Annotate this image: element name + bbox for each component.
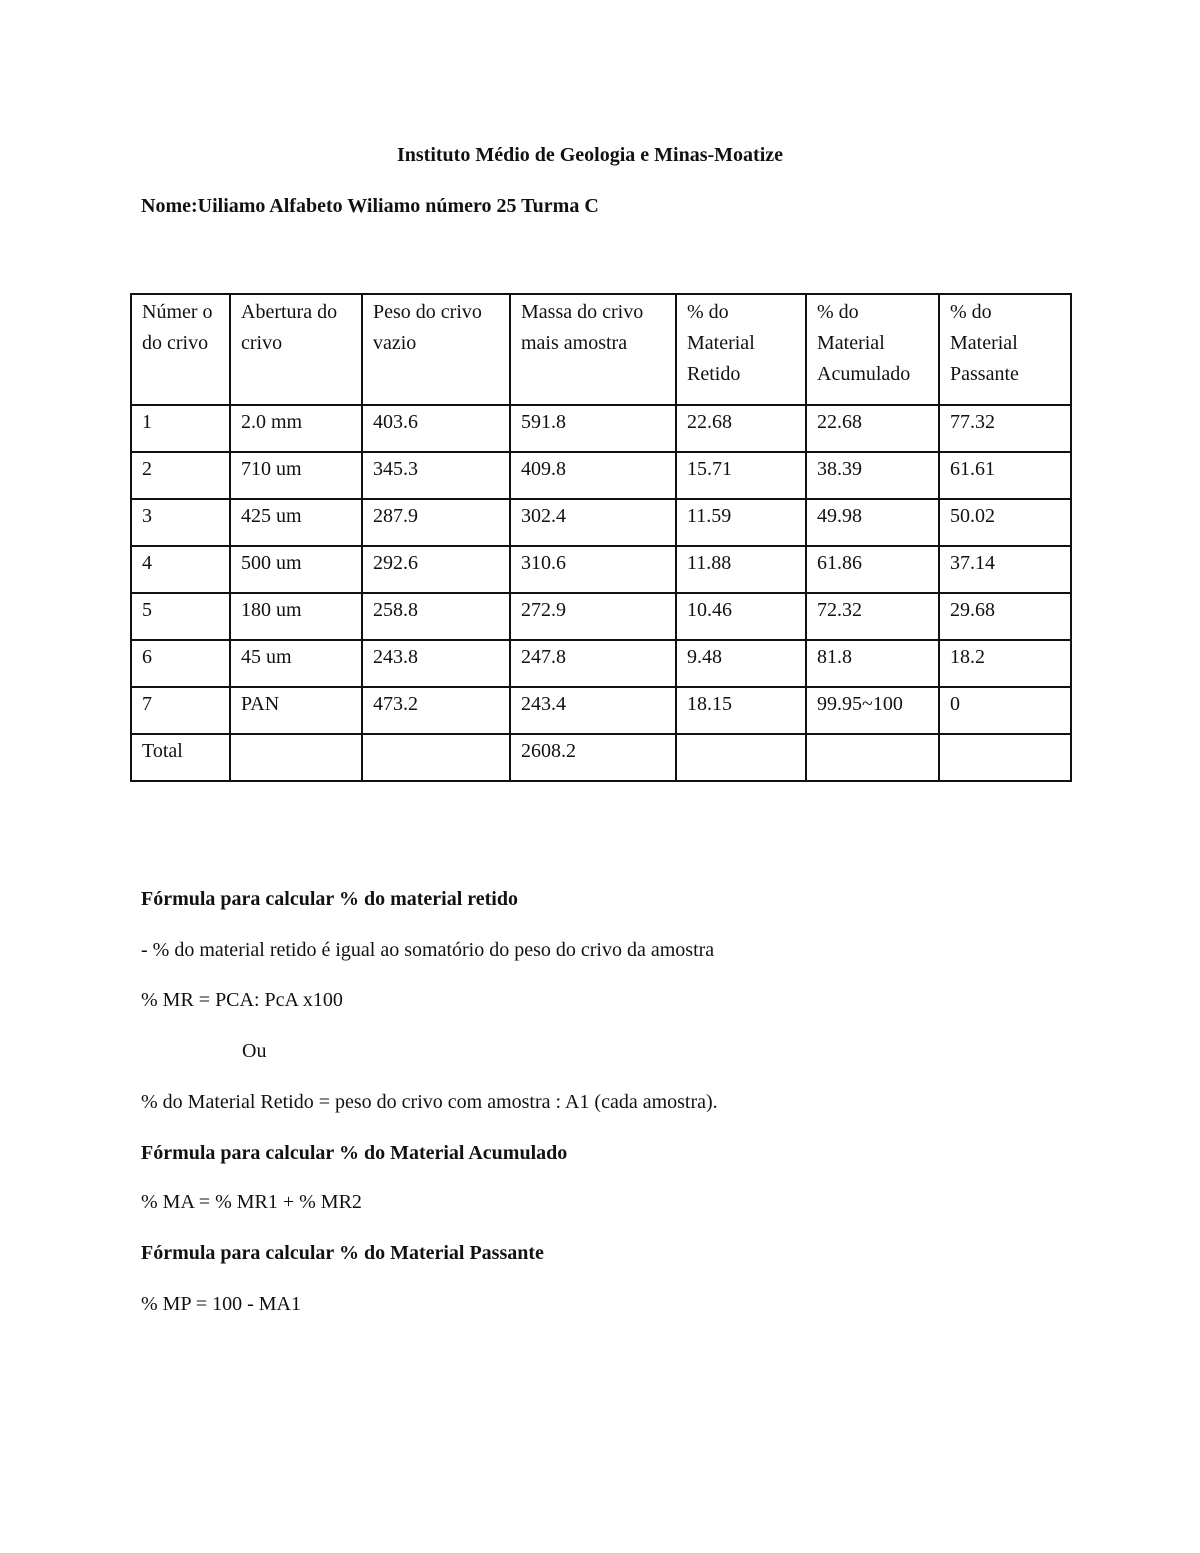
table-cell: 403.6: [362, 405, 510, 452]
table-cell: 243.4: [510, 687, 676, 734]
or-text: Ou: [242, 1040, 267, 1062]
table-cell: 591.8: [510, 405, 676, 452]
sieve-analysis-table: [130, 293, 1072, 782]
table-cell: 3: [131, 499, 230, 546]
column-header: % do Material Retido: [676, 294, 806, 405]
table-cell: PAN: [230, 687, 362, 734]
column-header: Massa do crivo mais amostra: [510, 294, 676, 405]
column-header: Abertura do crivo: [230, 294, 362, 405]
table-cell: 302.4: [510, 499, 676, 546]
table-cell: 243.8: [362, 640, 510, 687]
table-cell: 425 um: [230, 499, 362, 546]
retido-description: - % do material retido é igual ao somatório do peso do crivo da amostra: [141, 939, 715, 961]
table-cell: 7: [131, 687, 230, 734]
column-header: Númer o do crivo: [131, 294, 230, 405]
table-cell: 292.6: [362, 546, 510, 593]
table-cell: 1: [131, 405, 230, 452]
table-row: [131, 687, 1071, 734]
table-cell: 5: [131, 593, 230, 640]
table-cell: 10.46: [676, 593, 806, 640]
table-cell: 15.71: [676, 452, 806, 499]
document-title: Instituto Médio de Geologia e Minas-Moatize: [396, 144, 784, 166]
table-cell: 61.86: [806, 546, 939, 593]
table-cell: 409.8: [510, 452, 676, 499]
table-cell: Total: [131, 734, 230, 781]
table-cell: 99.95~100: [806, 687, 939, 734]
table-cell: 22.68: [806, 405, 939, 452]
table-cell: [939, 734, 1071, 781]
column-header: % do Material Acumulado: [806, 294, 939, 405]
table-cell: 81.8: [806, 640, 939, 687]
table-cell: 11.59: [676, 499, 806, 546]
retido-heading: Fórmula para calcular % do material retido: [141, 888, 518, 910]
table-cell: [230, 734, 362, 781]
table-header-row: [131, 294, 1071, 405]
table-cell: [362, 734, 510, 781]
table-cell: 45 um: [230, 640, 362, 687]
table-cell: 180 um: [230, 593, 362, 640]
table-cell: 473.2: [362, 687, 510, 734]
table-cell: 49.98: [806, 499, 939, 546]
table-cell: 2.0 mm: [230, 405, 362, 452]
table-row: [131, 734, 1071, 781]
student-name-line: Nome:Uiliamo Alfabeto Wiliamo número 25 Turma C: [141, 195, 599, 217]
table-cell: 11.88: [676, 546, 806, 593]
table-row: [131, 546, 1071, 593]
table-cell: 345.3: [362, 452, 510, 499]
table-cell: 29.68: [939, 593, 1071, 640]
table-cell: 18.15: [676, 687, 806, 734]
table-cell: 77.32: [939, 405, 1071, 452]
table-cell: 37.14: [939, 546, 1071, 593]
table-cell: 272.9: [510, 593, 676, 640]
column-header: Peso do crivo vazio: [362, 294, 510, 405]
table-cell: 50.02: [939, 499, 1071, 546]
column-header: % do Material Passante: [939, 294, 1071, 405]
table-cell: 258.8: [362, 593, 510, 640]
table-cell: 2608.2: [510, 734, 676, 781]
table-cell: 710 um: [230, 452, 362, 499]
table-cell: [806, 734, 939, 781]
table-cell: 22.68: [676, 405, 806, 452]
table-row: [131, 452, 1071, 499]
retido-alt-formula: % do Material Retido = peso do crivo com amostra : A1 (cada amostra).: [141, 1091, 718, 1113]
table-row: [131, 640, 1071, 687]
table-cell: 287.9: [362, 499, 510, 546]
retido-formula: % MR = PCA: PcA x100: [141, 989, 343, 1011]
table-cell: 6: [131, 640, 230, 687]
table-cell: 247.8: [510, 640, 676, 687]
table-cell: 9.48: [676, 640, 806, 687]
acumulado-formula: % MA = % MR1 + % MR2: [141, 1191, 362, 1213]
table-cell: 310.6: [510, 546, 676, 593]
table-cell: 2: [131, 452, 230, 499]
table-row: [131, 593, 1071, 640]
table-cell: 61.61: [939, 452, 1071, 499]
table-cell: 18.2: [939, 640, 1071, 687]
table-cell: 38.39: [806, 452, 939, 499]
table-cell: 500 um: [230, 546, 362, 593]
table-row: [131, 405, 1071, 452]
table-cell: 4: [131, 546, 230, 593]
passante-heading: Fórmula para calcular % do Material Passante: [141, 1242, 544, 1264]
table-cell: 0: [939, 687, 1071, 734]
passante-formula: % MP = 100 - MA1: [141, 1293, 301, 1315]
table-cell: 72.32: [806, 593, 939, 640]
acumulado-heading: Fórmula para calcular % do Material Acumulado: [141, 1142, 568, 1164]
table-cell: [676, 734, 806, 781]
table-row: [131, 499, 1071, 546]
